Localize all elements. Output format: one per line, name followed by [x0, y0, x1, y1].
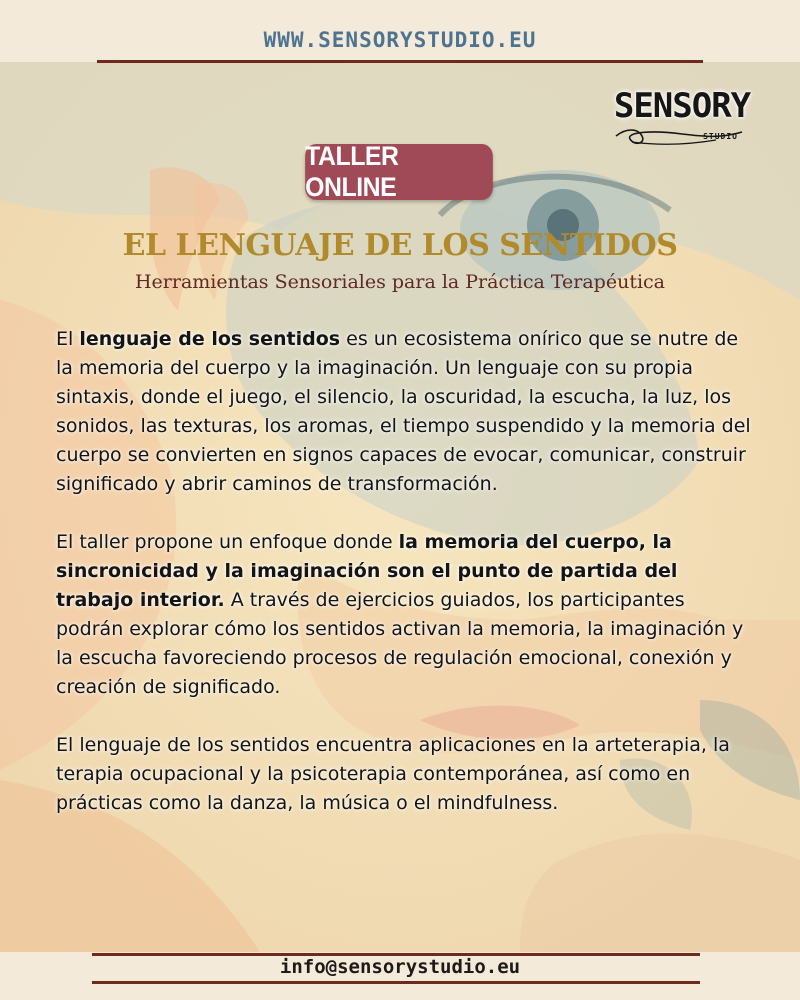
paragraph-1-bold: lenguaje de los sentidos: [79, 328, 341, 350]
page-title: EL LENGUAJE DE LOS SENTIDOS: [122, 228, 678, 263]
logo-wordmark: SENSORY: [613, 86, 751, 126]
paragraph-3: El lenguaje de los sentidos encuentra aplicaciones en la arteterapia, la terapia ocupacional y la psicoterapia contemporánea, así como en prácticas como la danza, la música o el mindfulness.: [56, 734, 730, 814]
logo-subtext: STUDIO: [703, 132, 738, 141]
paragraph-1-intro: El: [56, 328, 80, 350]
description-text: [56, 325, 756, 847]
paragraph-2-bold: la memoria del cuerpo, la sincronicidad y la imaginación son el punto de partida del trabajo interior.: [56, 531, 678, 611]
top-divider: [97, 60, 703, 63]
paragraph-2-intro: El taller propone un enfoque donde: [56, 531, 399, 553]
paragraph-1-rest: es un ecosistema onírico que se nutre de la memoria del cuerpo y la imaginación. Un lenguaje con su propia sintaxis, donde el juego, el silencio, la oscuridad, la escucha, la luz, los sonidos, las texturas, los aromas, el tiempo suspendido y la memoria del cuerpo se convierten en signos capaces de evocar, comunicar, construir significado y abrir caminos de transformación.: [56, 328, 751, 495]
taller-online-badge: TALLER ONLINE: [305, 144, 493, 200]
paragraph-2: [56, 528, 756, 702]
sensory-studio-logo: [612, 86, 752, 150]
site-url[interactable]: WWW.SENSORYSTUDIO.EU: [263, 28, 537, 52]
page-subtitle: Herramientas Sensoriales para la Práctica Terapéutica: [134, 271, 666, 293]
paragraph-1: [56, 325, 756, 499]
bottom-divider-bottom: [92, 981, 700, 984]
paragraph-2-rest: A través de ejercicios guiados, los participantes podrán explorar cómo los sentidos activan la memoria, la imaginación y la escucha favoreciendo procesos de regulación emocional, conexión y creación de significado.: [56, 589, 744, 698]
contact-email[interactable]: info@sensorystudio.eu: [279, 956, 521, 978]
